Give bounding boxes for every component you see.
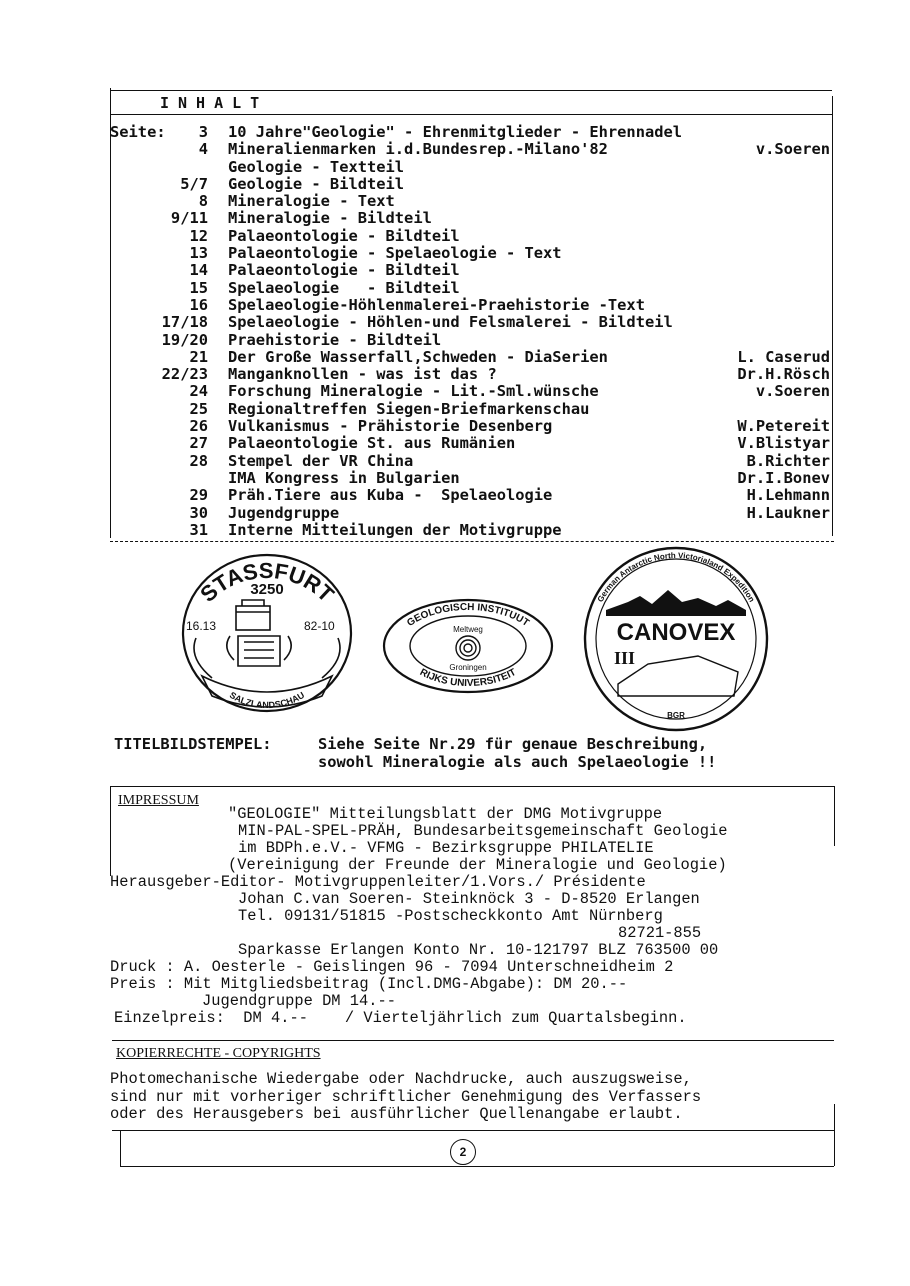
toc-row: [110, 401, 830, 418]
footer-rule: [112, 1130, 834, 1131]
page-number: 2: [450, 1139, 476, 1165]
toc-page-number: 14: [189, 261, 208, 280]
stassfurt-bottom-text: SALZLANDSCHAU: [227, 689, 307, 711]
toc-entry-title: Forschung Mineralogie - Lit.-Sml.wünsche: [228, 382, 599, 401]
toc-entry-title: Interne Mitteilungen der Motivgruppe: [228, 520, 562, 539]
toc-page-number: 24: [189, 382, 208, 401]
toc-entry-title: Der Große Wasserfall,Schweden - DiaSerien: [228, 347, 608, 366]
toc-entry-title: Jugendgruppe: [228, 503, 340, 522]
toc-page-number: 27: [189, 434, 208, 453]
toc-entry-title: Stempel der VR China: [228, 451, 414, 470]
kopierrechte-heading: KOPIERRECHTE - COPYRIGHTS: [116, 1046, 321, 1061]
toc-row: [110, 505, 830, 522]
toc-entry-title: Regionaltreffen Siegen-Briefmarkenschau: [228, 399, 590, 418]
toc-entry-author: Dr.I.Bonev: [737, 468, 830, 487]
toc-entry-author: W.Petereit: [737, 417, 830, 436]
toc-row: [110, 522, 830, 539]
toc-row: [110, 349, 830, 366]
stassfurt-emblem-icon: [227, 600, 291, 666]
toc-page-number: 30: [189, 503, 208, 522]
titelbild-line-1: Siehe Seite Nr.29 für genaue Beschreibung,: [318, 735, 708, 753]
toc-entry-title: Präh.Tiere aus Kuba - Spelaeologie: [228, 486, 553, 505]
toc-entry-title: Palaeontologie - Bildteil: [228, 261, 460, 280]
toc-row: [110, 332, 830, 349]
toc-entry-title: Palaeontologie - Bildteil: [228, 226, 460, 245]
stassfurt-number: 3250: [250, 581, 284, 598]
toc-entry-title: Geologie - Bildteil: [228, 174, 405, 193]
toc-page-number: 12: [189, 226, 208, 245]
inhalt-heading: INHALT: [160, 94, 269, 112]
stamps-area: [110, 542, 830, 732]
stassfurt-stamp: [172, 548, 362, 718]
toc-entry-author: Dr.H.Rösch: [737, 365, 830, 384]
canovex-roman: III: [614, 648, 636, 668]
spiral-icon: [456, 636, 480, 660]
impressum-line: Sparkasse Erlangen Konto Nr. 10-121797 BLZ 763500 00: [238, 941, 719, 959]
impressum-line: Herausgeber-Editor- Motivgruppenleiter/1.Vors./ Présidente: [110, 873, 646, 891]
toc-row: [110, 245, 830, 262]
toc-page-number: 17/18: [161, 313, 208, 332]
kopierrechte-line: oder des Herausgebers bei ausführlicher Quellenangabe erlaubt.: [110, 1105, 683, 1124]
impressum-line: (Vereinigung der Freunde der Mineralogie und Geologie): [228, 856, 727, 874]
toc-row: [110, 470, 830, 487]
inhalt-rule: [110, 114, 832, 115]
toc-entry-title: Mineralienmarken i.d.Bundesrep.-Milano'82: [228, 140, 608, 159]
toc-page-number: 31: [189, 520, 208, 539]
toc-row: [110, 124, 830, 141]
toc-entry-author: V.Blistyar: [737, 434, 830, 453]
stassfurt-left-date: 16.13: [186, 619, 217, 633]
impressum-top-rule: [110, 786, 834, 787]
toc-page-prefix: Seite:: [110, 123, 166, 141]
toc-entry-author: v.Soeren: [755, 382, 830, 401]
toc-row: [110, 262, 830, 279]
titelbild-line-2: sowohl Mineralogie als auch Spelaeologie !!: [318, 753, 717, 771]
toc-entry-author: B.Richter: [746, 451, 830, 470]
toc-row: [110, 383, 830, 400]
impressum-left-border: [110, 786, 111, 876]
toc-row: [110, 435, 830, 452]
toc-page-number: 19/20: [161, 330, 208, 349]
toc-row: [110, 159, 830, 176]
toc-row: [110, 366, 830, 383]
kopierrechte-line: sind nur mit vorheriger schriftlicher Genehmigung des Verfassers: [110, 1087, 702, 1106]
toc-entry-author: H.Lehmann: [746, 486, 830, 505]
mountain-range-icon: [606, 590, 746, 616]
impressum-line: "GEOLOGIE" Mitteilungsblatt der DMG Motivgruppe: [228, 805, 663, 823]
instituut-stamp: [380, 594, 556, 694]
toc-page-number: 22/23: [161, 365, 208, 384]
instituut-top-text: GEOLOGISCH INSTITUUT: [405, 601, 531, 629]
toc-page-number: 9/11: [170, 209, 208, 228]
instituut-bottom-text: RIJKS UNIVERSITEIT: [417, 666, 519, 690]
toc-entry-title: Spelaeologie-Höhlenmalerei-Praehistorie -Text: [228, 295, 645, 314]
toc-entry-title: 10 Jahre"Geologie" - Ehrenmitglieder - Ehrennadel: [228, 123, 683, 141]
toc-entry-title: Palaeontologie St. aus Rumänien: [228, 434, 516, 453]
stassfurt-top-text: STASSFURT: [195, 557, 339, 607]
toc-row: [110, 210, 830, 227]
kopierrechte-text: [110, 1071, 836, 1124]
impressum-line: Preis : Mit Mitgliedsbeitrag (Incl.DMG-Abgabe): DM 20.--: [110, 975, 628, 993]
toc-row: [110, 418, 830, 435]
toc-entry-title: Mineralogie - Bildteil: [228, 209, 432, 228]
toc-entry-title: Vulkanismus - Prähistorie Desenberg: [228, 417, 553, 436]
toc-row: [110, 193, 830, 210]
toc-entry-author: H.Laukner: [746, 503, 830, 522]
toc-entry-author: L. Caserud: [737, 347, 830, 366]
titelbild-label: TITELBILDSTEMPEL:: [114, 735, 272, 753]
impressum-line: Tel. 09131/51815 -Postscheckkonto Amt Nürnberg: [238, 907, 663, 925]
toc-page-number: 28: [189, 451, 208, 470]
impressum-line: Einzelpreis: DM 4.-- / Vierteljährlich zum Quartalsbeginn.: [114, 1009, 687, 1027]
canovex-bottom-text: BGR: [667, 711, 685, 720]
impressum-heading: IMPRESSUM: [118, 793, 199, 808]
impressum-right-border: [834, 786, 835, 846]
table-of-contents: [110, 124, 830, 539]
toc-row: [110, 280, 830, 297]
impressum-line: Jugendgruppe DM 14.--: [202, 992, 396, 1010]
toc-page-number: 5/7: [180, 174, 208, 193]
toc-entry-title: Geologie - Textteil: [228, 157, 405, 176]
bottom-rule: [120, 1166, 834, 1167]
toc-page-number: 8: [198, 192, 208, 211]
impressum-line: im BDPh.e.V.- VFMG - Bezirksgruppe PHILATELIE: [238, 839, 654, 857]
toc-entry-title: Mineralogie - Text: [228, 192, 395, 211]
impressum-line: MIN-PAL-SPEL-PRÄH, Bundesarbeitsgemeinschaft Geologie: [238, 822, 728, 840]
footer-left-border: [120, 1130, 121, 1166]
impressum-line: Johan C.van Soeren- Steinknöck 3 - D-8520 Erlangen: [238, 890, 700, 908]
toc-row: [110, 487, 830, 504]
toc-page-number: 13: [189, 244, 208, 263]
toc-row: [110, 228, 830, 245]
svg-text:German Antarctic North Victori: [596, 551, 757, 604]
toc-row: [110, 314, 830, 331]
instituut-sub-text: Groningen: [449, 663, 487, 672]
toc-page-number: 3: [198, 123, 208, 141]
stassfurt-right-date: 82-10: [304, 619, 335, 633]
right-border: [832, 96, 833, 536]
canovex-arc-text: German Antarctic North Victorialand Expedition: [595, 550, 757, 604]
toc-entry-title: Palaeontologie - Spelaeologie - Text: [228, 244, 562, 263]
top-rule: [110, 90, 832, 91]
impressum-line: 82721-855: [618, 924, 702, 942]
toc-page-number: 26: [189, 417, 208, 436]
canovex-title: CANOVEX: [616, 619, 736, 646]
toc-entry-title: Manganknollen - was ist das ?: [228, 365, 497, 384]
instituut-middle-text: Meltweg: [453, 625, 483, 634]
toc-page-number: 16: [189, 295, 208, 314]
toc-page-number: 15: [189, 278, 208, 297]
toc-page-number: 4: [198, 140, 208, 159]
toc-page-number: 21: [189, 347, 208, 366]
kopierrechte-line: Photomechanische Wiedergabe oder Nachdrucke, auch auszugsweise,: [110, 1070, 692, 1088]
toc-entry-title: Praehistorie - Bildteil: [228, 330, 442, 349]
toc-entry-title: IMA Kongress in Bulgarien: [228, 468, 460, 487]
toc-row: [110, 453, 830, 470]
impressum-line: Druck : A. Oesterle - Geislingen 96 - 7094 Unterschneidheim 2: [110, 958, 674, 976]
toc-row: [110, 141, 830, 158]
toc-row: [110, 297, 830, 314]
toc-page-number: 29: [189, 486, 208, 505]
toc-entry-title: Spelaeologie - Höhlen-und Felsmalerei - Bildteil: [228, 313, 673, 332]
toc-entry-title: Spelaeologie - Bildteil: [228, 278, 460, 297]
toc-row: [110, 176, 830, 193]
toc-page-number: 25: [189, 399, 208, 418]
toc-entry-author: v.Soeren: [755, 140, 830, 159]
stassfurt-ribbon-icon: [194, 638, 340, 707]
landscape-icon: [618, 656, 738, 696]
kopierrechte-rule: [112, 1040, 834, 1041]
canovex-stamp: [578, 546, 774, 732]
